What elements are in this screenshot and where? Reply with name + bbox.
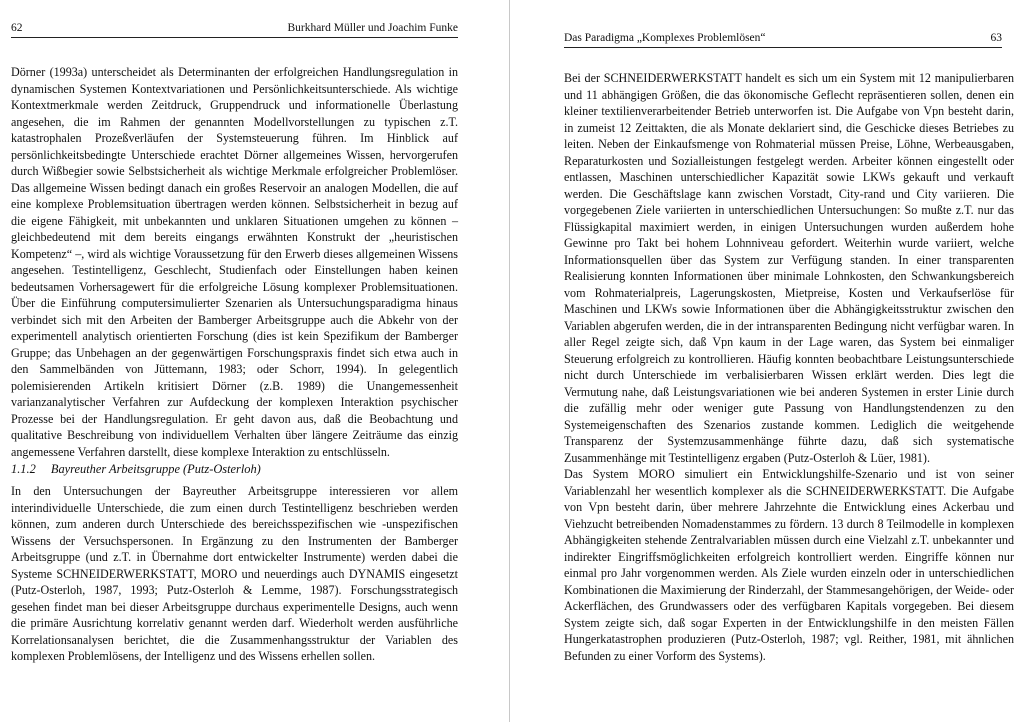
gutter-divider xyxy=(509,0,510,722)
running-head: Das Paradigma „Komplexes Problemlösen“ xyxy=(564,32,766,44)
body-paragraph: Bei der SCHNEIDERWERKSTATT handelt es sich um ein System mit 12 manipulierbaren und 11 abhängigen Größen, die das ökonomische Geflecht repräsentieren sollen, denen ein kleiner textilienverarbeitender Betrieb unterworfen ist. Die Aufgabe von Vpn besteht darin, in zumeist 12 Zeittakten, die als Monate deklariert sind, die Geschicke dieses Betriebes zu leiten. Neben der Einkaufsmenge von Rohmaterial müssen Preise, Löhne, Werbeausgaben, Reparaturkosten und Sozialleistungen festgelegt werden. Arbeiter können eingestellt oder entlassen, Maschinen unterschiedlicher Kapazität sowie LKWs gekauft und verkauft werden. Die Geschäftslage kann zwischen Vorstadt, City-rand und City variieren. Die vorgegebenen Ziele variierten in unterschiedlichen Untersuchungen: So mußte z.T. nur das Flüssigkapital maximiert werden, in einigen Untersuchungen wurden außerdem hohe Gewinne pro Takt bei hohem Lohnniveau gefordert. Weiterhin wurde variiert, welche Informationsquellen über das System zur Verfügung standen. In einer transparenten Realisierung konnten Informationen über minimale Lohnkosten, den Schwankungsbereich vom Rohmaterialpreis, Lagerungskosten, Mietpreise, Kosten und Verkaufserlöse für Maschinen und LKWs sowie Informationen über die Abhängigkeitsstruktur zwischen den Variablen abgerufen werden, die in der intransparenten Bedingung nicht verfügbar waren. In aller Regel zeigte sich, daß Vpn kaum in der Lage waren, das System bei einmaliger Steuerung erfolgreich zu kontrollieren. Häufig konnten beobachtbare Leistungsunterschiede nicht durch Unterschiede im verbalisierbaren Wissen erklärt werden. Dies legt die Vermutung nahe, daß Leistungsvariationen wie bei anderen Systemen in erster Linie durch die zufällig mehr oder weniger gute Passung von Handlungstendenzen zu den Systemeigenschaften des Szenarios zustande kommen. Lediglich die weitgehende Transparenz der Systemzusammenhänge führte dazu, daß sich systematische Zusammenhänge mit Testintelligenz ergaben (Putz-Osterloh & Lüer, 1981). xyxy=(564,71,1014,465)
section-number: 1.1.2 xyxy=(11,462,36,476)
left-page-header xyxy=(11,22,458,38)
body-paragraph: In den Untersuchungen der Bayreuther Arbeitsgruppe interessieren vor allem interindividuelle Unterschiede, die zum einen durch Testintelligenz beschrieben werden können, zum anderen durch Unterschiede des bereichsspezifischen wie -unspezifischen Wissens der Versuchspersonen. In Ergänzung zu den Instrumenten der Bamberger Arbeitsgruppe (und z.T. in Übernahme dort entwickelter Instrumente) werden dabei die Systeme SCHNEIDERWERKSTATT, MORO und neuerdings auch DYNAMIS eingesetzt (Putz-Osterloh, 1987, 1993; Putz-Osterloh & Lemme, 1987). Forschungsstrategisch gesehen findet man bei dieser Arbeitsgruppe durchaus experimentelle Designs, auch wenn die primäre Ausrichtung korrelativ genannt werden darf. Wiederholt werden ausführliche Korrelationsanalysen berichtet, die die Zusammenhangsstruktur der Variablen des komplexen Problemlösens, der Intelligenz und des Wissens erhellen sollen. xyxy=(11,484,458,663)
body-paragraph: Das System MORO simuliert ein Entwicklungshilfe-Szenario und ist von seiner Variablenzahl her wesentlich komplexer als die SCHNEIDERWERKSTATT. Die Aufgabe von Vpn besteht darin, über mehrere Jahrzehnte die Entwicklung eines Ackerbau und Viehzucht betreibenden Nomadenstammes zu fördern. 13 durch 8 Teilmodelle in komplexen Abhängigkeiten stehende Zentralvariablen müssen durch eine Vielzahl z.T. unbekannter und indirekter Eingriffsmöglichkeiten erfolgreich kontrolliert werden. Eingriffe können nur einmal pro Jahr vorgenommen werden. Als Ziele wurden einzeln oder in unterschiedlichen Kombinationen die Maximierung der Rinderzahl, der Stammesangehörigen, der Weide- oder Ackerflächen, des Grundwassers oder des verfügbaren Kapitals vorgegeben. Bei diesem System zeigte sich, daß sogar Experten in der Entwicklungshilfe in den meisten Fällen Hungerkatastrophen produzieren (Putz-Osterloh, 1987; vgl. Reither, 1981, mit ähnlichen Befunden zu einer Vorform des Systems). xyxy=(564,467,1014,663)
body-paragraph: Dörner (1993a) unterscheidet als Determinanten der erfolgreichen Handlungsregulation in dynamischen Systemen Kontextvariationen und Persönlichkeitsunterschiede. Als wichtige Kontextmerkmale werden Zeitdruck, Gruppendruck und informationelle Überlastung angesehen, die im Rahmen der genannten Modellvorstellungen zu typischen z.T. katastrophalen Prozeßverläufen der Systemsteuerung führen. Im Hinblick auf persönlichkeitsbedingte Unterschiede erachtet Dörner allgemeines Wissen, hervorgerufen durch Wißbegier sowie Selbstsicherheit als wichtige Merkmale erfolgreicher Problemlöser. Das allgemeine Wissen bedingt danach ein großes Reservoir an analogen Modellen, die auf eine komplexe Problemsituation übertragen werden können. Selbstsicherheit in bezug auf die eigene Fähigkeit, mit unbekannten und unklaren Situationen umgehen zu können – gleichbedeutend mit dem bereits eingangs erwähnten Konstrukt der „heuristischen Kompetenz“ –, wird als wichtige Voraussetzung für den Erwerb dieses allgemeinen Wissens angesehen. Testintelligenz, Geschlecht, Studienfach oder Einstellungen haben keinen bedeutsamen Vorhersagewert für die erfolgreiche Lösung komplexer Problemsituationen. Über die Einführung computersimulierter Szenarien als Untersuchungsparadigma hinaus verbindet sich mit den Arbeiten der Bamberger Arbeitsgruppe auch die Abkehr von der experimentell analytisch orientierten Forschung (dies ist kein Spezifikum der Bamberger Gruppe; das Unbehagen an der gegenwärtigen Forschungspraxis findet sich etwa auch in den Sammelbänden von Jüttemann, 1983; oder Schorr, 1994). In gelegentlich polemisierenden Artikeln kritisiert Dörner (z.B. 1989) die Unangemessenheit varianzanalytischer Verfahren zur Aufdeckung der komplexen Interaktion psychischer Prozesse bei der Handlungsregulation. Er geht davon aus, daß die Beobachtung und qualitative Beschreibung von individuellem Verhalten über längere Zeiträume das einzig angemessene Verfahren darstellt, diese komplexe Interaktion zu entschlüsseln. xyxy=(11,65,458,459)
right-page-header xyxy=(564,32,1002,48)
running-head: Burkhard Müller und Joachim Funke xyxy=(287,22,458,34)
left-page xyxy=(0,0,500,722)
page-number: 63 xyxy=(990,32,1002,44)
right-page xyxy=(512,0,1024,722)
section-title: Bayreuther Arbeitsgruppe (Putz-Osterloh) xyxy=(50,462,261,476)
right-page-body xyxy=(564,70,1014,664)
section-heading xyxy=(11,462,261,477)
page-number: 62 xyxy=(11,22,23,34)
